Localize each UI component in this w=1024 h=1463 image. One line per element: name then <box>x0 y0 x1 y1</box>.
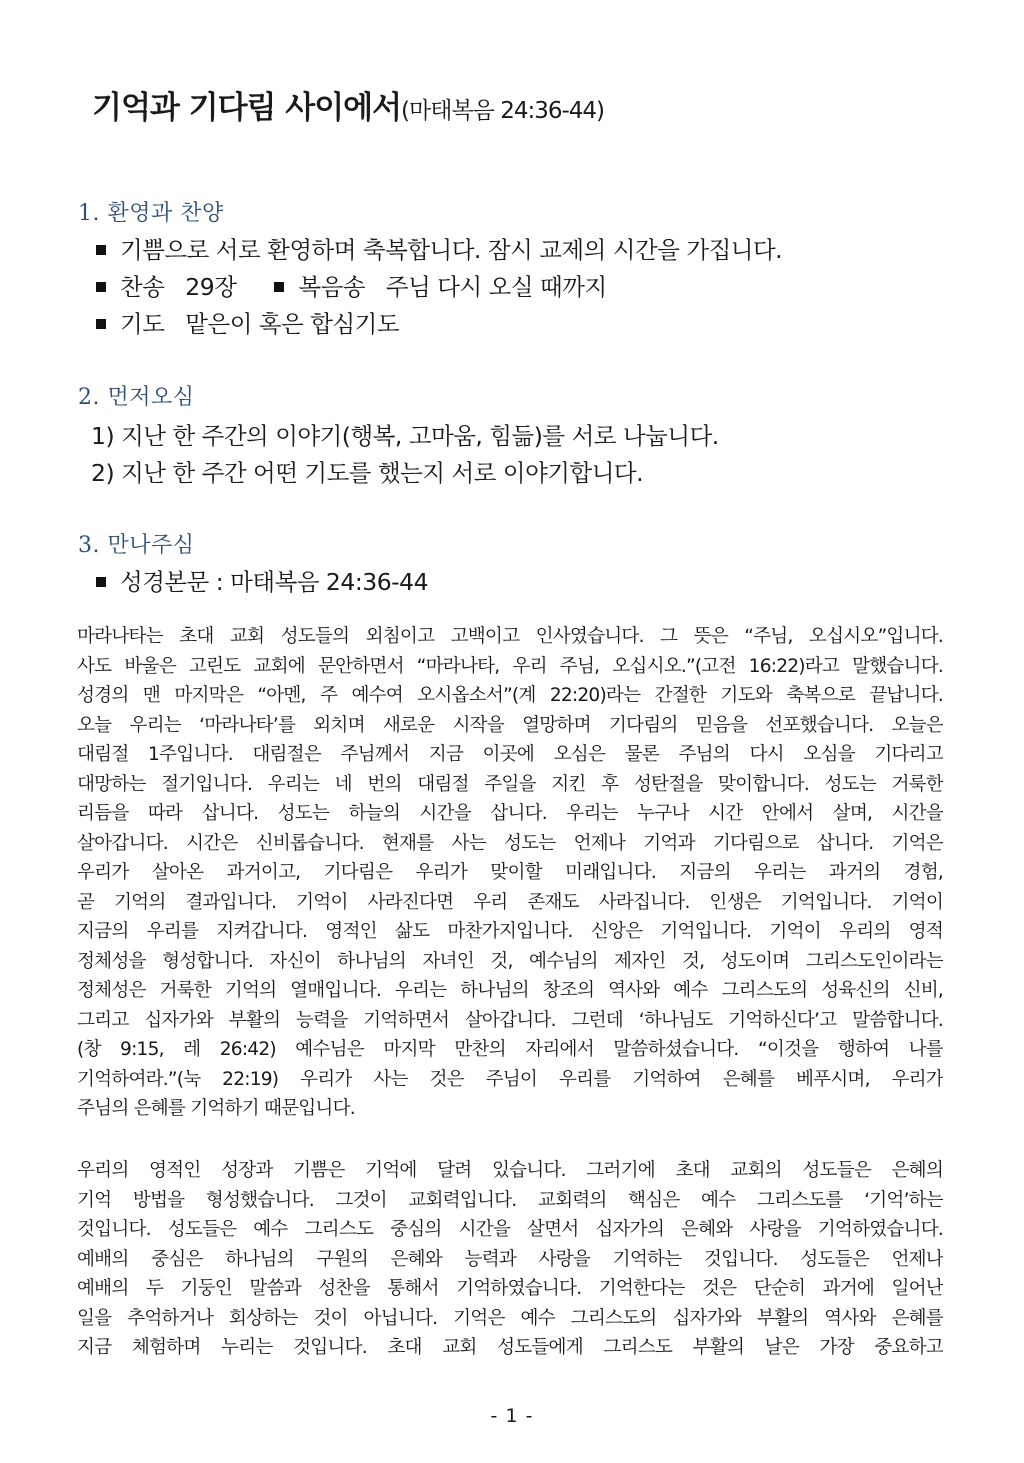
list-item-text: 기도 맡은이 혹은 합심기도 <box>120 310 400 338</box>
list-item <box>96 231 782 265</box>
paragraph-line: 주님의 은혜를 기억하기 때문입니다. <box>77 1098 355 1119</box>
paragraph-line: 일을 추억하거나 회상하는 것이 아닙니다. 기억은 예수 그리스도의 십자가와 부활의 역사와 은혜를 <box>77 1307 943 1329</box>
body-paragraph-1 <box>77 622 943 1124</box>
list-item: 1) 지난 한 주간의 이야기(행복, 고마움, 힘듦)를 서로 나눕니다. <box>91 422 719 450</box>
body-paragraph-2 <box>77 1156 943 1363</box>
paragraph-line: 오늘 우리는 ‘마라나타’를 외치며 새로운 시작을 열망하며 기다림의 믿음을 선포했습니다. 오늘은 <box>77 714 943 736</box>
paragraph-line: 성경의 맨 마지막은 “아멘, 주 예수여 오시옵소서”(계 22:20)라는 간절한 기도와 축복으로 끝납니다. <box>77 685 943 706</box>
paragraph-line: 그리고 십자가와 부활의 능력을 기억하면서 살아갑니다. 그런데 ‘하나님도 기억하신다’고 말씀합니다. <box>77 1009 943 1031</box>
paragraph-line: 정체성을 형성합니다. 자신이 하나님의 자녀인 것, 예수님의 제자인 것, 성도이며 그리스도인이라는 <box>77 950 943 972</box>
square-bullet-icon <box>96 245 106 255</box>
list-item-text: 복음송 주님 다시 오실 때까지 <box>298 273 607 301</box>
list-item-text: 찬송 29장 <box>120 273 237 301</box>
paragraph-line: 대림절 1주입니다. 대림절은 주님께서 지금 이곳에 오심은 물론 주님의 다시 오심을 기다리고 <box>77 744 943 765</box>
title-main: 기억과 기다림 사이에서 <box>92 90 402 126</box>
section-heading-welcome: 1. 환영과 찬양 <box>78 201 224 226</box>
list-item-text: 기쁨으로 서로 환영하며 축복합니다. 잠시 교제의 시간을 가집니다. <box>120 236 783 264</box>
paragraph-line: 지금의 우리를 지켜갑니다. 영적인 삶도 마찬가지입니다. 신앙은 기억입니다. 기억이 우리의 영적 <box>77 921 943 942</box>
paragraph-line: 살아갑니다. 시간은 신비롭습니다. 현재를 사는 성도는 언제나 기억과 기다림으로 삽니다. 기억은 <box>77 832 943 854</box>
square-bullet-icon <box>96 577 106 587</box>
paragraph-line: 것입니다. 성도들은 예수 그리스도 중심의 시간을 살면서 십자가의 은혜와 사랑을 기억하였습니다. <box>77 1219 943 1240</box>
paragraph-line: 지금 체험하며 누리는 것입니다. 초대 교회 성도들에게 그리스도 부활의 날은 가장 중요하고 <box>77 1337 943 1358</box>
square-bullet-icon <box>274 282 284 292</box>
square-bullet-icon <box>96 282 106 292</box>
paragraph-line: 사도 바울은 고린도 교회에 문안하면서 “마라나타, 우리 주님, 오십시오.”(고전 16:22)라고 말했습니다. <box>77 655 943 677</box>
list-item <box>96 305 399 339</box>
paragraph-line: 예배의 중심은 하나님의 구원의 은혜와 능력과 사랑을 기억하는 것입니다. 성도들은 언제나 <box>77 1248 943 1270</box>
paragraph-line: 기억하여라.”(눅 22:19) 우리가 사는 것은 주님이 우리를 기억하여 은혜를 베푸시며, 우리가 <box>77 1068 943 1090</box>
list-item-text: 성경본문 : 마태복음 24:36-44 <box>120 568 429 596</box>
title-reference: (마태복음 24:36-44) <box>401 98 605 124</box>
page-title <box>92 82 604 127</box>
paragraph-line: (창 9:15, 레 26:42) 예수님은 마지막 만찬의 자리에서 말씀하셨습니다. “이것을 행하여 나를 <box>77 1039 943 1060</box>
paragraph-line: 마라나타는 초대 교회 성도들의 외침이고 고백이고 인사였습니다. 그 뜻은 “주님, 오십시오”입니다. <box>77 626 943 647</box>
paragraph-line: 우리가 살아온 과거이고, 기다림은 우리가 맞이할 미래입니다. 지금의 우리는 과거의 경험, <box>77 862 943 883</box>
square-bullet-icon <box>96 319 106 329</box>
page-number: - 1 - <box>490 1405 534 1427</box>
paragraph-line: 곧 기억의 결과입니다. 기억이 사라진다면 우리 존재도 사라집니다. 인생은 기억입니다. 기억이 <box>77 891 943 913</box>
paragraph-line: 우리의 영적인 성장과 기쁨은 기억에 달려 있습니다. 그러기에 초대 교회의 성도들은 은혜의 <box>77 1160 943 1181</box>
section-heading-meeting: 3. 만나주심 <box>78 533 195 558</box>
paragraph-line: 기억 방법을 형성했습니다. 그것이 교회력입니다. 교회력의 핵심은 예수 그리스도를 ‘기억’하는 <box>77 1189 943 1211</box>
list-item: 2) 지난 한 주간 어떤 기도를 했는지 서로 이야기합니다. <box>91 459 644 487</box>
section-heading-first-coming: 2. 먼저오심 <box>78 385 195 410</box>
list-item <box>96 563 428 597</box>
list-item <box>96 268 607 302</box>
paragraph-line: 리듬을 따라 삽니다. 성도는 하늘의 시간을 삽니다. 우리는 누구나 시간 안에서 살며, 시간을 <box>77 803 943 824</box>
paragraph-line: 대망하는 절기입니다. 우리는 네 번의 대림절 주일을 지킨 후 성탄절을 맞이합니다. 성도는 거룩한 <box>77 773 943 795</box>
paragraph-line: 예배의 두 기둥인 말씀과 성찬을 통해서 기억하였습니다. 기억한다는 것은 단순히 과거에 일어난 <box>77 1278 943 1299</box>
paragraph-line: 정체성은 거룩한 기억의 열매입니다. 우리는 하나님의 창조의 역사와 예수 그리스도의 성육신의 신비, <box>77 980 943 1001</box>
